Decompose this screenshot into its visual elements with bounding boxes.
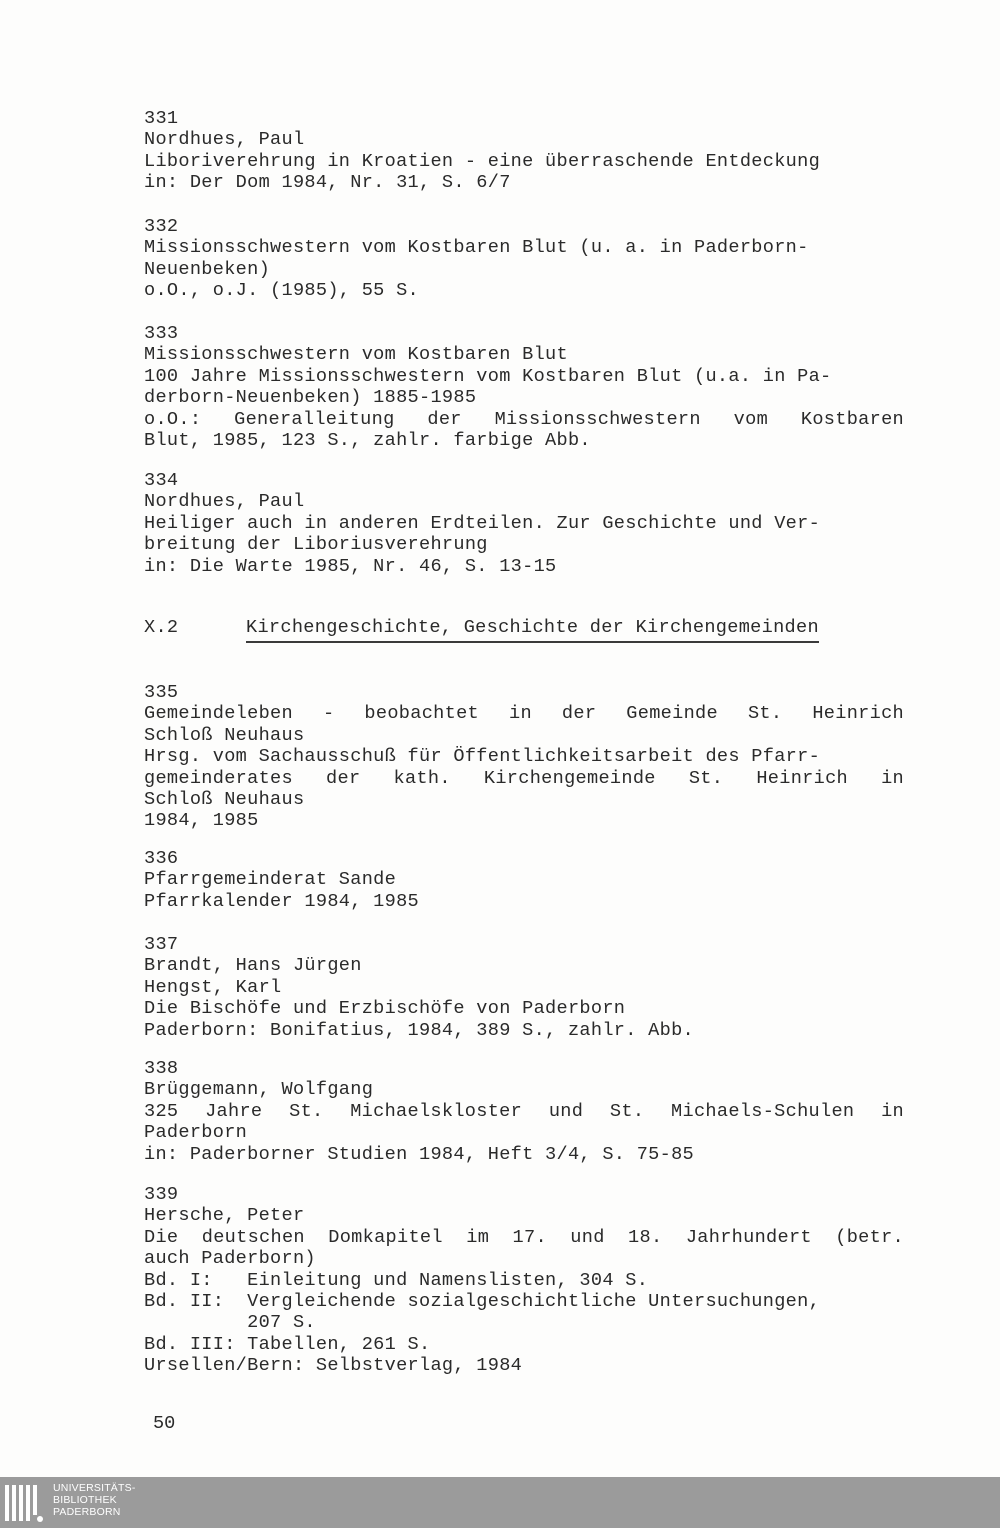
bibliography-entry-338: [144, 1058, 904, 1165]
entry-author: Brüggemann, Wolfgang: [144, 1079, 374, 1101]
entry-title-continued: Paderborn: [144, 1122, 248, 1144]
entry-author: Pfarrgemeinderat Sande: [144, 869, 397, 891]
entry-title-continued: Schloß Neuhaus: [144, 724, 305, 746]
entry-number: 333: [144, 323, 179, 344]
bibliography-entry-334: [144, 470, 904, 577]
entry-author: Hersche, Peter: [144, 1205, 305, 1227]
entry-number: 339: [144, 1184, 179, 1205]
entry-author: Missionsschwestern vom Kostbaren Blut: [144, 344, 568, 366]
section-number: X.2: [144, 617, 179, 638]
entry-source: in: Die Warte 1985, Nr. 46, S. 13-15: [144, 555, 557, 577]
entry-title-continued: breitung der Liboriusverehrung: [144, 534, 488, 556]
entry-publisher: o.O.: Generalleitung der Missionsschwestern vom Kostbaren: [144, 408, 904, 430]
entry-volume-1: Bd. I: Einleitung und Namenslisten, 304 S.: [144, 1269, 649, 1291]
entry-title: Missionsschwestern vom Kostbaren Blut (u. a. in Paderborn-: [144, 237, 809, 259]
entry-title: 325 Jahre St. Michaelskloster und St. Michaels-Schulen in: [144, 1100, 904, 1122]
entry-author: Brandt, Hans Jürgen: [144, 955, 362, 977]
entry-number: 338: [144, 1058, 179, 1079]
bibliography-entry-337: [144, 934, 904, 1041]
entry-title-continued: Neuenbeken): [144, 258, 271, 280]
entry-title: Gemeindeleben - beobachtet in der Gemeinde St. Heinrich: [144, 703, 904, 725]
entry-title: Liboriverehrung in Kroatien - eine überraschende Entdeckung: [144, 150, 821, 172]
library-logo-icon: [4, 1483, 48, 1523]
bibliography-entry-336: [144, 848, 904, 912]
entry-source: o.O., o.J. (1985), 55 S.: [144, 280, 419, 302]
entry-source: Paderborn: Bonifatius, 1984, 389 S., zahlr. Abb.: [144, 1019, 694, 1041]
entry-title: 100 Jahre Missionsschwestern vom Kostbaren Blut (u.a. in Pa-: [144, 365, 832, 387]
bibliography-entry-335: [144, 682, 904, 832]
entry-volume-2: Bd. II: Vergleichende sozialgeschichtliche Untersuchungen,: [144, 1291, 821, 1313]
library-name-line-2: BIBLIOTHEK: [53, 1494, 117, 1506]
bibliography-entry-339: [144, 1184, 904, 1377]
entry-author: Nordhues, Paul: [144, 129, 305, 151]
entry-source: Blut, 1985, 123 S., zahlr. farbige Abb.: [144, 430, 591, 452]
entry-editor-continued: gemeinderates der kath. Kirchengemeinde St. Heinrich in: [144, 767, 904, 789]
bibliography-entry-331: [144, 108, 904, 194]
entry-title-continued: derborn-Neuenbeken) 1885-1985: [144, 387, 477, 409]
entry-title: Die Bischöfe und Erzbischöfe von Paderborn: [144, 998, 626, 1020]
entry-title-continued: auch Paderborn): [144, 1248, 316, 1270]
library-name-line-1: UNIVERSITÄTS-: [53, 1482, 136, 1494]
entry-source: in: Paderborner Studien 1984, Heft 3/4, S. 75-85: [144, 1143, 694, 1165]
entry-editor-place: Schloß Neuhaus: [144, 789, 305, 811]
entry-publisher: Ursellen/Bern: Selbstverlag, 1984: [144, 1355, 523, 1377]
bibliography-entry-332: [144, 216, 904, 302]
entry-number: 332: [144, 216, 179, 237]
entry-number: 337: [144, 934, 179, 955]
bibliography-entry-333: [144, 323, 904, 451]
entry-source: in: Der Dom 1984, Nr. 31, S. 6/7: [144, 172, 511, 194]
library-footer-bar: [0, 1477, 1000, 1528]
entry-author-second: Hengst, Karl: [144, 976, 282, 998]
entry-title: Heiliger auch in anderen Erdteilen. Zur Geschichte und Ver-: [144, 512, 821, 534]
library-name: [53, 1482, 136, 1518]
entry-editor: Hrsg. vom Sachausschuß für Öffentlichkeitsarbeit des Pfarr-: [144, 746, 821, 768]
library-name-line-3: PADERBORN: [53, 1506, 121, 1518]
entry-title: Pfarrkalender 1984, 1985: [144, 890, 419, 912]
page-number: 50: [153, 1413, 176, 1434]
entry-number: 335: [144, 682, 179, 703]
entry-title: Die deutschen Domkapitel im 17. und 18. Jahrhundert (betr.: [144, 1226, 904, 1248]
entry-number: 331: [144, 108, 179, 129]
entry-number: 334: [144, 470, 179, 491]
entry-volume-2-pages: 207 S.: [144, 1312, 316, 1334]
entry-number: 336: [144, 848, 179, 869]
section-title: Kirchengeschichte, Geschichte der Kirchengemeinden: [246, 617, 819, 643]
entry-volume-3: Bd. III: Tabellen, 261 S.: [144, 1333, 431, 1355]
entry-years: 1984, 1985: [144, 810, 259, 832]
entry-author: Nordhues, Paul: [144, 491, 305, 513]
